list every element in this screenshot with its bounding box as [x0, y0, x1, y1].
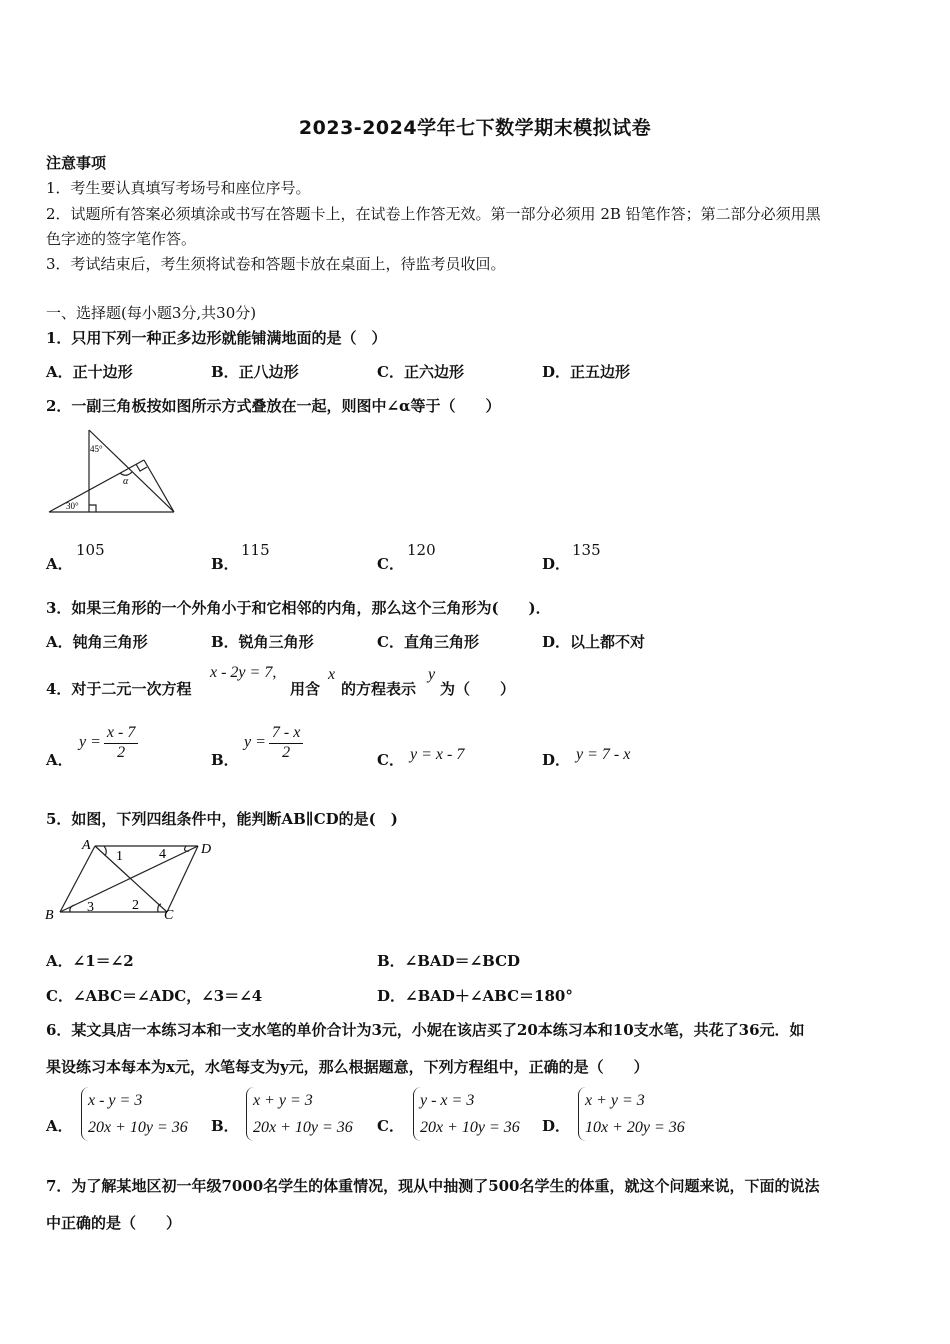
vertex-a-label: A [82, 838, 91, 853]
q3-option-a: A．钝角三角形 [46, 633, 148, 651]
question-2-stem: 2．一副三角板按如图所示方式叠放在一起，则图中∠α等于（ ） [46, 397, 501, 415]
q4-option-a-label: A． [46, 751, 73, 769]
q1-option-b: B．正八边形 [211, 363, 299, 381]
q6-option-d-system: x + y = 3 10x + 20y = 36 [578, 1087, 685, 1141]
angle-3-label: 3 [87, 900, 94, 915]
q4-option-b-label: B． [211, 751, 239, 769]
angle-4-label: 4 [159, 847, 166, 862]
question-7-line1: 7．为了解某地区初一年级7000名学生的体重情况，现从中抽测了500名学生的体重，就这个问题来说，下面的说法 [46, 1177, 820, 1195]
page-title: 2023-2024学年七下数学期末模拟试卷 [298, 117, 652, 139]
q5-option-a: A．∠1＝∠2 [46, 952, 134, 970]
q4-option-a-expr: y = $\frac{x - 7}{2}$ [79, 724, 138, 762]
question-3-stem: 3．如果三角形的一个外角小于和它相邻的内角，那么这个三角形为( )． [46, 599, 551, 617]
q2-option-d-label: D． [542, 555, 571, 573]
q4-equation: x - 2y = 7, [210, 664, 277, 681]
question-4-stem-c: 的方程表示 [341, 680, 417, 698]
q4-option-d-expr: y = 7 - x [576, 746, 631, 763]
question-5-stem: 5．如图，下列四组条件中，能判断AB∥CD的是( ) [46, 810, 398, 828]
parallelogram-figure [40, 834, 230, 924]
vertex-c-label: C [164, 908, 174, 923]
right-angle-mark [89, 505, 96, 512]
q6-option-b-system: x + y = 3 20x + 10y = 36 [246, 1087, 353, 1141]
set-squares-figure [44, 426, 184, 518]
question-4-stem-d: 为（ ） [440, 680, 516, 698]
q6-option-a-system: x - y = 3 20x + 10y = 36 [81, 1087, 188, 1141]
q2-option-a-label: A． [46, 555, 73, 573]
q6-option-c-system: y - x = 3 20x + 10y = 36 [413, 1087, 520, 1141]
q4-var-x: x [328, 666, 336, 683]
section-heading: 一、选择题(每小题3分,共30分) [46, 304, 257, 322]
angle-45-label: 45° [90, 444, 103, 454]
right-angle-mark-2 [136, 464, 147, 471]
q6-option-a-label: A． [46, 1117, 73, 1135]
q2-option-b-value: 115 [241, 541, 270, 559]
angle-arc-2 [158, 904, 161, 912]
angle-2-label: 2 [132, 898, 139, 913]
q2-option-b-label: B． [211, 555, 239, 573]
notice-heading: 注意事项 [46, 154, 107, 172]
q2-option-d-value: 135 [572, 541, 601, 559]
vertex-b-label: B [45, 908, 54, 923]
q4-var-y: y [428, 666, 436, 683]
q6-option-c-label: C． [377, 1117, 404, 1135]
q3-option-c: C．直角三角形 [377, 633, 479, 651]
q4-option-d-label: D． [542, 751, 571, 769]
q5-option-d: D．∠BAD＋∠ABC＝180° [377, 987, 573, 1005]
q1-option-d: D．正五边形 [542, 363, 631, 381]
q2-option-c-value: 120 [407, 541, 436, 559]
q4-option-c-label: C． [377, 751, 404, 769]
q3-option-d: D．以上都不对 [542, 633, 646, 651]
notice-item: 1．考生要认真填写考场号和座位序号。 [46, 179, 311, 197]
hypotenuse-30 [49, 460, 144, 512]
q3-option-b: B．锐角三角形 [211, 633, 314, 651]
question-4-stem-b: 用含 [290, 680, 321, 698]
question-6-line2: 果设练习本每本为x元，水笔每支为y元，那么根据题意，下列方程组中，正确的是（ ） [46, 1058, 649, 1076]
question-4-stem-a: 4．对于二元一次方程 [46, 680, 192, 698]
q6-option-d-label: D． [542, 1117, 571, 1135]
diagonal-ac [95, 846, 167, 912]
diagonal-bd [60, 846, 198, 912]
q1-option-c: C．正六边形 [377, 363, 464, 381]
q4-option-c-expr: y = x - 7 [410, 746, 465, 763]
angle-1-label: 1 [116, 849, 123, 864]
question-6-line1: 6．某文具店一本练习本和一支水笔的单价合计为3元，小妮在该店买了20本练习本和10支水笔，共花了36元．如 [46, 1021, 805, 1039]
angle-30-label: 30° [66, 501, 79, 511]
notice-item: 色字迹的签字笔作答。 [46, 230, 197, 248]
q5-option-c: C．∠ABC＝∠ADC，∠3＝∠4 [46, 987, 263, 1005]
notice-item: 2．试题所有答案必须填涂或书写在答题卡上，在试卷上作答无效。第一部分必须用 2B 铅笔作答；第二部分必须用黑 [46, 205, 821, 223]
q1-option-a: A．正十边形 [46, 363, 133, 381]
side-dc [167, 846, 198, 912]
q2-option-c-label: C． [377, 555, 404, 573]
q2-option-a-value: 105 [76, 541, 105, 559]
q4-option-b-expr: y = $\frac{7 - x}{2}$ [244, 724, 303, 762]
triangle-edge [144, 460, 174, 512]
vertex-d-label: D [201, 842, 212, 857]
hypotenuse-45 [89, 430, 174, 512]
question-7-line2: 中正确的是（ ） [46, 1214, 182, 1232]
q6-option-b-label: B． [211, 1117, 239, 1135]
notice-item: 3．考试结束后，考生须将试卷和答题卡放在桌面上，待监考员收回。 [46, 255, 506, 273]
alpha-label: α [123, 476, 129, 487]
q5-option-b: B．∠BAD＝∠BCD [377, 952, 521, 970]
question-1-stem: 1．只用下列一种正多边形就能铺满地面的是（ ） [46, 329, 387, 347]
